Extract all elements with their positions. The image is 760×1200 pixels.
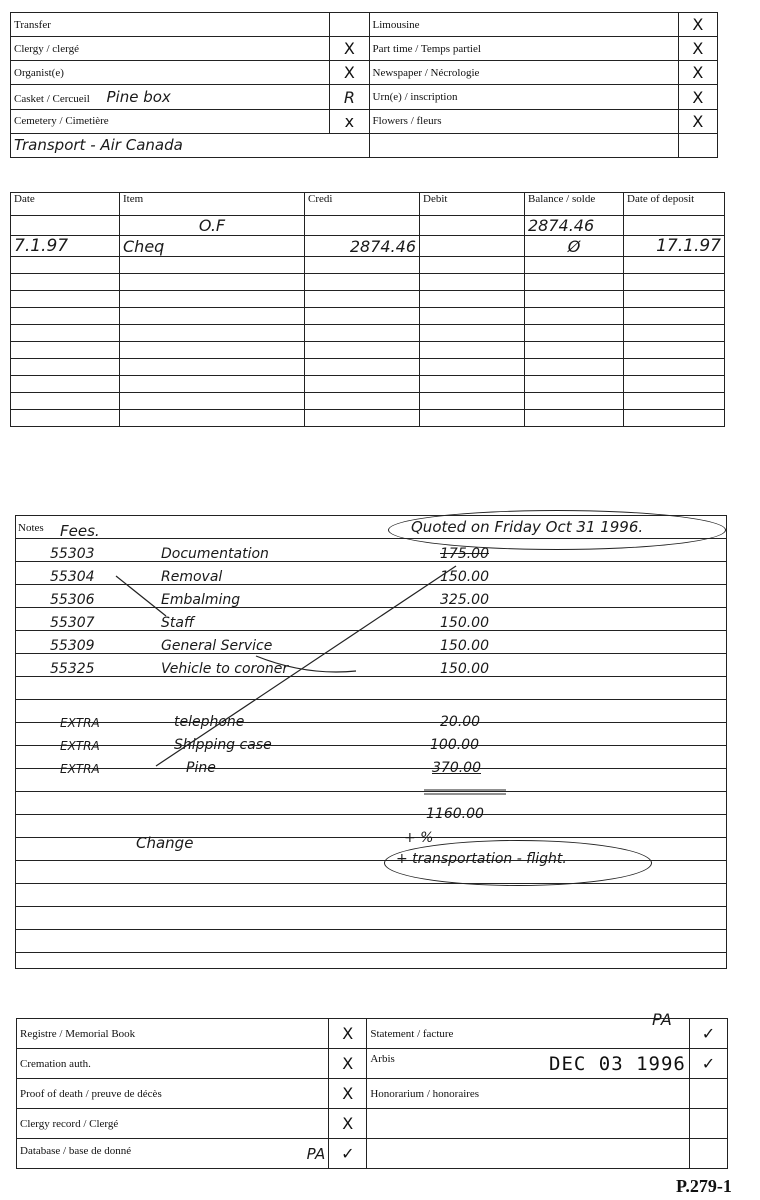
fee-desc: Staff <box>161 615 195 631</box>
service-check: X <box>678 61 717 85</box>
service-label: Part time / Temps partiel <box>369 37 678 61</box>
extra-amount: 100.00 <box>430 737 479 753</box>
admin-check: ✓ <box>689 1049 727 1079</box>
fees-note: Fees. <box>60 522 100 540</box>
ledger-cell: 7.1.97 <box>11 236 120 257</box>
admin-table <box>16 1018 728 1169</box>
admin-check: X <box>329 1019 367 1049</box>
initials-mark: PA <box>652 1010 672 1029</box>
fee-desc: Documentation <box>161 546 269 562</box>
fee-amount: 150.00 <box>440 615 489 631</box>
service-label: Casket / Cercueil <box>14 93 90 106</box>
extra-code: EXTRA <box>60 716 100 730</box>
percent-note: + % <box>404 830 434 846</box>
extra-amount: 370.00 <box>432 760 481 776</box>
service-check: X <box>678 109 717 133</box>
admin-label: Clergy record / Clergé <box>17 1109 329 1139</box>
fee-code: 55306 <box>50 592 95 608</box>
admin-label: Proof of death / preuve de décès <box>17 1079 329 1109</box>
service-check: X <box>678 85 717 109</box>
handwritten-note: Pine box <box>106 88 171 107</box>
fee-amount: 325.00 <box>440 592 489 608</box>
transport-note: + transportation - flight. <box>396 851 567 867</box>
admin-check: ✓ <box>689 1019 727 1049</box>
fee-amount: 150.00 <box>440 661 489 677</box>
quote-note: Quoted on Friday Oct 31 1996. <box>411 518 644 536</box>
service-label: Flowers / fleurs <box>369 109 678 133</box>
ledger-cell: O.F <box>120 216 305 236</box>
total-amount: 1160.00 <box>426 806 484 822</box>
admin-label <box>367 1109 690 1139</box>
admin-label: Honorarium / honoraires <box>367 1079 690 1109</box>
admin-check <box>689 1079 727 1109</box>
extra-desc: telephone <box>174 714 245 730</box>
admin-label: Database / base de donné <box>20 1144 132 1157</box>
admin-row-database <box>17 1139 329 1169</box>
fee-code: 55309 <box>50 638 95 654</box>
fee-desc: Embalming <box>161 592 241 608</box>
service-check: X <box>330 61 369 85</box>
ledger-header: Date <box>11 193 120 216</box>
service-check: X <box>678 13 717 37</box>
admin-row-arbis <box>367 1049 690 1079</box>
service-label: Transfer <box>11 13 330 37</box>
fee-amount: 150.00 <box>440 638 489 654</box>
services-table <box>10 12 718 158</box>
service-check <box>330 13 369 37</box>
service-label: Limousine <box>369 13 678 37</box>
initials-mark: R <box>330 85 369 109</box>
ledger-header: Credi <box>305 193 420 216</box>
extra-code: EXTRA <box>60 762 100 776</box>
fee-code: 55303 <box>50 546 95 562</box>
change-note: Change <box>136 834 194 852</box>
admin-label <box>367 1139 690 1169</box>
fee-code: 55304 <box>50 569 95 585</box>
date-stamp: DEC 03 1996 <box>549 1052 686 1075</box>
service-check: X <box>330 37 369 61</box>
ledger-cell: Cheq <box>120 236 305 257</box>
notes-section <box>15 515 727 969</box>
admin-check: X <box>329 1079 367 1109</box>
fee-desc: General Service <box>161 638 273 654</box>
fee-amount: 150.00 <box>440 569 489 585</box>
service-check: X <box>678 37 717 61</box>
extra-amount: 20.00 <box>440 714 481 730</box>
admin-label: Arbis <box>370 1052 395 1065</box>
ledger-cell: Ø <box>525 236 624 257</box>
initials-mark: PA <box>306 1144 326 1163</box>
ledger-header: Item <box>120 193 305 216</box>
transport-note: Transport - Air Canada <box>11 133 330 157</box>
ledger-cell: 2874.46 <box>525 216 624 236</box>
service-label: Newspaper / Nécrologie <box>369 61 678 85</box>
fee-amount: 175.00 <box>440 546 489 562</box>
fee-code: 55307 <box>50 615 95 631</box>
ledger-cell: 17.1.97 <box>624 236 725 257</box>
notes-label: Notes <box>18 522 44 534</box>
admin-check <box>689 1139 727 1169</box>
service-label: Cemetery / Cimetière <box>11 109 330 133</box>
ledger-table <box>10 192 725 427</box>
admin-check: X <box>329 1049 367 1079</box>
extra-desc: Shipping case <box>174 737 272 753</box>
fee-code: 55325 <box>50 661 95 677</box>
service-label: Organist(e) <box>11 61 330 85</box>
extra-code: EXTRA <box>60 739 100 753</box>
admin-label: Registre / Memorial Book <box>17 1019 329 1049</box>
service-label: Urn(e) / inscription <box>369 85 678 109</box>
pen-strokes <box>16 516 726 968</box>
service-row-casket <box>11 85 330 109</box>
ledger-cell: 2874.46 <box>305 236 420 257</box>
extra-desc: Pine <box>186 760 216 776</box>
ledger-header: Date of deposit <box>624 193 725 216</box>
fee-desc: Vehicle to coroner <box>161 661 289 677</box>
service-label: Clergy / clergé <box>11 37 330 61</box>
page-reference: P.279-1 <box>676 1176 732 1196</box>
fee-desc: Removal <box>161 569 223 585</box>
ledger-header: Balance / solde <box>525 193 624 216</box>
admin-label: Statement / facture <box>367 1019 690 1049</box>
admin-check <box>689 1109 727 1139</box>
service-check: x <box>330 109 369 133</box>
admin-check: ✓ <box>329 1139 367 1169</box>
admin-check: X <box>329 1109 367 1139</box>
ledger-header: Debit <box>420 193 525 216</box>
admin-label: Cremation auth. <box>17 1049 329 1079</box>
